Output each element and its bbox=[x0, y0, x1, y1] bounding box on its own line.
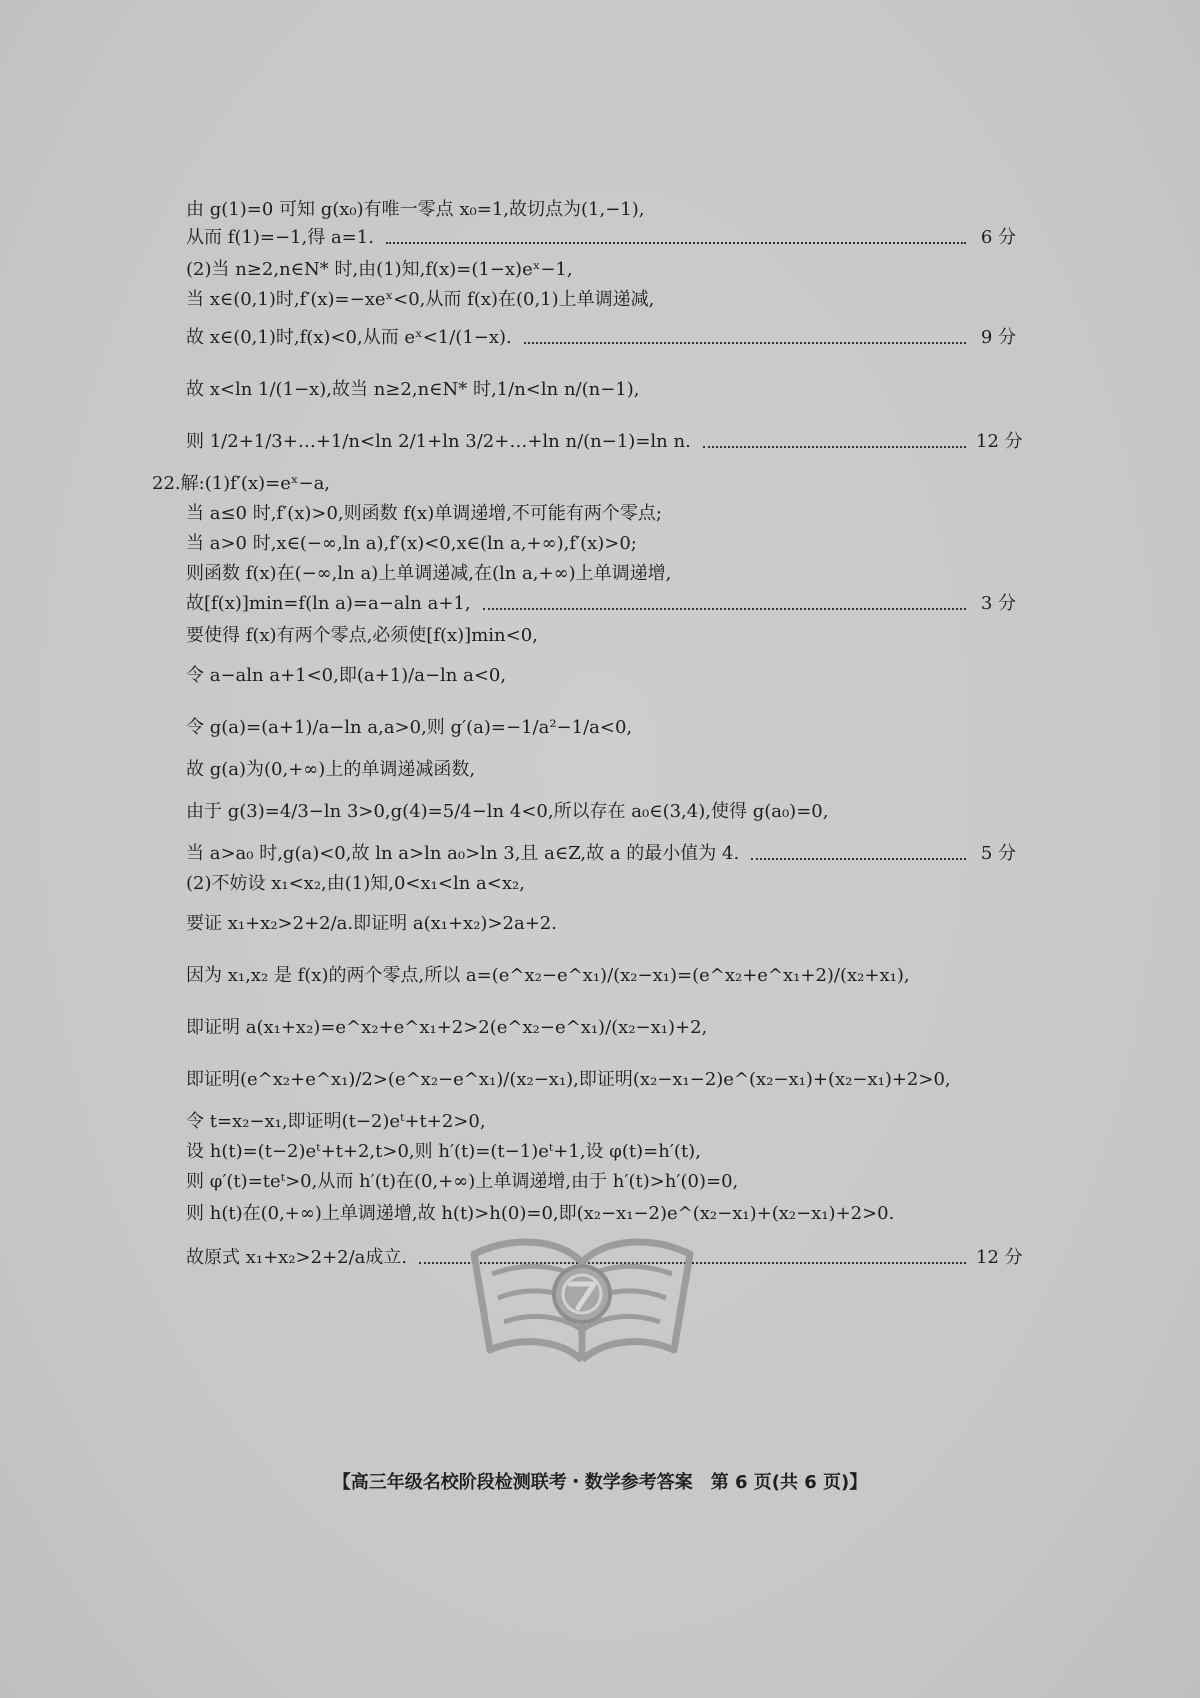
leader-dots bbox=[524, 342, 966, 344]
open-book-watermark-icon bbox=[462, 1232, 702, 1370]
text-line: 因为 x₁,x₂ 是 f(x)的两个零点,所以 a=(e^x₂−e^x₁)/(x₂−x₁)=(e^x₂+e^x₁+2)/(x₂+x₁), bbox=[186, 965, 910, 986]
text-line: 由 g(1)=0 可知 g(x₀)有唯一零点 x₀=1,故切点为(1,−1), bbox=[186, 199, 645, 220]
text-line: (2)不妨设 x₁<x₂,由(1)知,0<x₁<ln a<x₂, bbox=[186, 873, 525, 894]
text-line: 令 a−aln a+1<0,即(a+1)/a−ln a<0, bbox=[186, 665, 507, 686]
problem-heading: 22.解:(1)f′(x)=eˣ−a, bbox=[152, 473, 331, 494]
text-line: (2)当 n≥2,n∈N* 时,由(1)知,f(x)=(1−x)eˣ−1, bbox=[186, 259, 573, 280]
score-label: 3 分 bbox=[980, 593, 1016, 614]
text-line: 当 a>0 时,x∈(−∞,ln a),f′(x)<0,x∈(ln a,+∞),f′(x)>0; bbox=[186, 533, 637, 554]
text-line: 故 x∈(0,1)时,f(x)<0,从而 eˣ<1/(1−x). 9 分 bbox=[186, 327, 1016, 348]
text-line: 故 x<ln 1/(1−x),故当 n≥2,n∈N* 时,1/n<ln n/(n−1), bbox=[186, 379, 640, 400]
score-label: 12 分 bbox=[976, 1247, 1023, 1268]
leader-dots bbox=[751, 858, 966, 860]
score-label: 5 分 bbox=[980, 843, 1016, 864]
page-footer: 【高三年级名校阶段检测联考・数学参考答案 第 6 页(共 6 页)】 bbox=[332, 1472, 868, 1493]
text-line: 当 a≤0 时,f′(x)>0,则函数 f(x)单调递增,不可能有两个零点; bbox=[186, 503, 662, 524]
score-label: 6 分 bbox=[980, 227, 1016, 248]
text-line: 从而 f(1)=−1,得 a=1. 6 分 bbox=[186, 227, 1016, 248]
text-line: 要使得 f(x)有两个零点,必须使[f(x)]min<0, bbox=[186, 625, 538, 646]
text-line: 故 g(a)为(0,+∞)上的单调递减函数, bbox=[186, 759, 476, 780]
score-label: 9 分 bbox=[980, 327, 1016, 348]
text-line: 则 h(t)在(0,+∞)上单调递增,故 h(t)>h(0)=0,即(x₂−x₁−2)e^(x₂−x₁)+(x₂−x₁)+2>0. bbox=[186, 1203, 895, 1224]
leader-dots bbox=[703, 446, 966, 448]
text-line: 令 g(a)=(a+1)/a−ln a,a>0,则 g′(a)=−1/a²−1/a<0, bbox=[186, 717, 633, 738]
text-line: 由于 g(3)=4/3−ln 3>0,g(4)=5/4−ln 4<0,所以存在 a₀∈(3,4),使得 g(a₀)=0, bbox=[186, 801, 829, 822]
leader-dots bbox=[386, 242, 966, 244]
text-line: 故[f(x)]min=f(ln a)=a−aln a+1, 3 分 bbox=[186, 593, 1016, 614]
leader-dots bbox=[483, 608, 966, 610]
text-line: 即证明(e^x₂+e^x₁)/2>(e^x₂−e^x₁)/(x₂−x₁),即证明(x₂−x₁−2)e^(x₂−x₁)+(x₂−x₁)+2>0, bbox=[186, 1069, 951, 1090]
text-line: 当 a>a₀ 时,g(a)<0,故 ln a>ln a₀>ln 3,且 a∈Z,故 a 的最小值为 4. 5 分 bbox=[186, 843, 1016, 864]
text-line: 即证明 a(x₁+x₂)=e^x₂+e^x₁+2>2(e^x₂−e^x₁)/(x₂−x₁)+2, bbox=[186, 1017, 708, 1038]
text-line: 则函数 f(x)在(−∞,ln a)上单调递减,在(ln a,+∞)上单调递增, bbox=[186, 563, 672, 584]
text-line: 当 x∈(0,1)时,f′(x)=−xeˣ<0,从而 f(x)在(0,1)上单调递减, bbox=[186, 289, 655, 310]
text-line: 则 1/2+1/3+…+1/n<ln 2/1+ln 3/2+…+ln n/(n−1)=ln n. 12 分 bbox=[186, 431, 1023, 452]
text-line: 要证 x₁+x₂>2+2/a.即证明 a(x₁+x₂)>2a+2. bbox=[186, 913, 557, 934]
text-line: 设 h(t)=(t−2)eᵗ+t+2,t>0,则 h′(t)=(t−1)eᵗ+1,设 φ(t)=h′(t), bbox=[186, 1141, 701, 1162]
text-line: 故原式 x₁+x₂>2+2/a成立. 12 分 bbox=[186, 1247, 1023, 1268]
score-label: 12 分 bbox=[976, 431, 1023, 452]
text-line: 令 t=x₂−x₁,即证明(t−2)eᵗ+t+2>0, bbox=[186, 1111, 486, 1132]
text-line: 则 φ′(t)=teᵗ>0,从而 h′(t)在(0,+∞)上单调递增,由于 h′(t)>h′(0)=0, bbox=[186, 1171, 739, 1192]
